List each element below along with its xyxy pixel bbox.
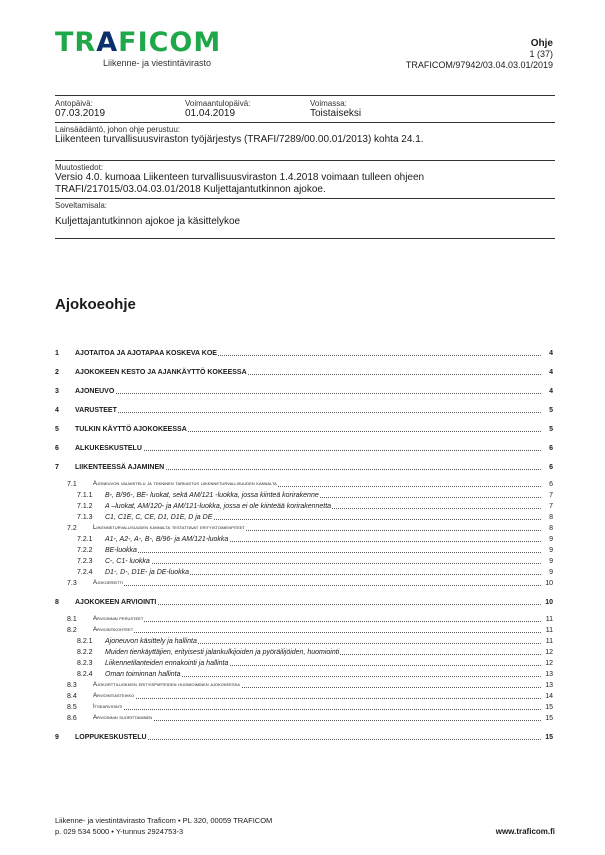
divider [55, 198, 555, 199]
voimassa-label: Voimassa: [310, 99, 347, 108]
toc-entry-number: 8.3 [67, 682, 77, 689]
muutostiedot-line-1: Versio 4.0. kumoaa Liikenteen turvallisuusviraston 1.4.2018 voimaan tulleen ohjeen [55, 172, 425, 183]
toc-entry-page: 6 [549, 481, 553, 488]
toc-entry-page: 4 [549, 350, 553, 357]
toc-entry-number: 2 [55, 369, 59, 376]
muutostiedot-label: Muutostiedot: [55, 163, 104, 172]
traficom-logo [55, 28, 235, 68]
toc-entry-label: A1-, A2-, A-, B-, B/96- ja AM/121-luokka [105, 536, 229, 543]
toc-entry-page: 10 [545, 580, 553, 587]
toc-entry[interactable] [55, 545, 553, 556]
toc-entry-label: Oman toiminnan hallinta [105, 671, 181, 678]
page-title: Ajokoeohje [55, 296, 136, 313]
toc-entry-label: A –luokat, AM/120- ja AM/121-luokka, jossa ei ole kiinteää korirakennetta [105, 503, 332, 510]
toc-entry-number: 7.1.2 [77, 503, 93, 510]
lainsaadanto-value: Liikenteen turvallisuusviraston työjärjestys (TRAFI/7289/00.00.01/2013) kohta 24.1. [55, 134, 424, 145]
toc-leader-dots [85, 393, 541, 394]
toc-entry-page: 4 [549, 369, 553, 376]
toc-entry-page: 13 [545, 682, 553, 689]
toc-entry-label: ALKUKESKUSTELU [75, 445, 142, 452]
antopaiva-value: 07.03.2019 [55, 108, 106, 119]
toc-entry-number: 8.2 [67, 627, 77, 634]
toc-leader-dots [103, 709, 541, 710]
toc-entry-label: Arvioinnin suorittaminen [93, 713, 153, 724]
toc-entry-number: 3 [55, 388, 59, 395]
toc-entry[interactable] [55, 578, 553, 589]
toc-entry-number: 7.2.2 [77, 547, 93, 554]
divider [55, 95, 555, 96]
toc-entry-label: Itsearviointi [93, 702, 123, 713]
divider [55, 122, 555, 123]
logo-subtitle: Liikenne- ja viestintävirasto [103, 58, 212, 68]
toc-entry-number: 7 [55, 464, 59, 471]
toc-entry-page: 9 [549, 547, 553, 554]
toc-entry-page: 13 [545, 671, 553, 678]
toc-entry-number: 7.2.3 [77, 558, 93, 565]
toc-entry-number: 6 [55, 445, 59, 452]
toc-leader-dots [103, 720, 541, 721]
toc-entry-label: Muiden tienkäyttäjien, erityisesti jalankulkijoiden ja pyöräilijöiden, huomiointi [105, 649, 340, 656]
toc-leader-dots [85, 412, 541, 413]
toc-entry[interactable] [55, 702, 553, 713]
toc-entry-page: 5 [549, 426, 553, 433]
toc-entry-number: 9 [55, 734, 59, 741]
toc-entry-number: 8.2.3 [77, 660, 93, 667]
toc-entry[interactable] [55, 534, 553, 545]
toc-entry-page: 8 [549, 525, 553, 532]
toc-entry[interactable] [55, 713, 553, 724]
toc-entry[interactable] [55, 424, 553, 435]
toc-entry-number: 7.1.1 [77, 492, 93, 499]
table-of-contents [55, 348, 553, 743]
divider [55, 160, 555, 161]
toc-entry[interactable] [55, 625, 553, 636]
toc-leader-dots [103, 621, 541, 622]
toc-entry-page: 11 [545, 616, 553, 623]
footer-address: Liikenne- ja viestintävirasto Traficom • PL 320, 00059 TRAFICOM [55, 816, 273, 825]
toc-entry-label: LOPPUKESKUSTELU [75, 734, 147, 741]
toc-entry-page: 9 [549, 558, 553, 565]
toc-entry[interactable] [55, 567, 553, 578]
toc-entry-label: B-, B/96-, BE- luokat, sekä AM/121 -luokka, jossa kiinteä korirakenne [105, 492, 319, 499]
toc-entry[interactable] [55, 597, 553, 608]
toc-entry-label: AJOTAITOA JA AJOTAPAA KOSKEVA KOE [75, 350, 217, 357]
toc-entry-page: 7 [549, 492, 553, 499]
muutostiedot-line-2: TRAFI/217015/03.04.03.01/2018 Kuljettajantutkinnon ajokoe. [55, 184, 326, 195]
toc-entry[interactable] [55, 462, 553, 473]
toc-entry-label: Ajokorttiluokkien erityispiirteiden huomioiminen ajokokeessa [93, 680, 241, 691]
toc-entry[interactable] [55, 512, 553, 523]
toc-leader-dots [115, 552, 541, 553]
toc-entry-label: LIIKENTEESSÄ AJAMINEN [75, 464, 165, 471]
toc-entry-page: 5 [549, 407, 553, 414]
toc-entry-number: 4 [55, 407, 59, 414]
toc-entry[interactable] [55, 367, 553, 378]
toc-entry-label: Arviointiasteikko [93, 691, 135, 702]
voimassa-value: Toistaiseksi [310, 108, 362, 119]
toc-entry[interactable] [55, 490, 553, 501]
toc-entry-page: 9 [549, 569, 553, 576]
toc-entry-page: 6 [549, 464, 553, 471]
voimaantulo-label: Voimaantulopäivä: [185, 99, 251, 108]
toc-entry-page: 6 [549, 445, 553, 452]
toc-leader-dots [103, 698, 541, 699]
toc-entry-number: 8.5 [67, 704, 77, 711]
toc-entry[interactable] [55, 479, 553, 490]
toc-entry-page: 12 [545, 660, 553, 667]
toc-entry[interactable] [55, 523, 553, 534]
toc-entry-number: 8.2.1 [77, 638, 93, 645]
toc-entry-page: 11 [545, 627, 553, 634]
toc-entry-label: C1, C1E, C, CE, D1, D1E, D ja DE [105, 514, 213, 521]
toc-entry[interactable] [55, 443, 553, 454]
toc-entry-page: 14 [545, 693, 553, 700]
toc-entry-label: C-, C1- luokka [105, 558, 150, 565]
logo-wordmark: TRAFICOM [55, 27, 222, 58]
toc-entry-label: Ajokoereitti [93, 578, 124, 589]
toc-entry-label: BE-luokka [105, 547, 137, 554]
toc-entry[interactable] [55, 501, 553, 512]
toc-entry[interactable] [55, 405, 553, 416]
toc-entry-number: 7.2 [67, 525, 77, 532]
toc-entry-page: 4 [549, 388, 553, 395]
document-number: TRAFICOM/97942/03.04.03.01/2019 [405, 60, 553, 70]
document-metadata [55, 95, 555, 239]
divider [55, 238, 555, 239]
soveltamisala-value: Kuljettajantutkinnon ajokoe ja käsittelykoe [55, 216, 241, 227]
footer-contact: p. 029 534 5000 • Y-tunnus 2924753-3 [55, 827, 184, 836]
toc-entry-page: 9 [549, 536, 553, 543]
toc-entry-label: AJOKOKEEN KESTO JA AJANKÄYTTÖ KOKEESSA [75, 369, 247, 376]
toc-entry-number: 8.2.4 [77, 671, 93, 678]
toc-entry[interactable] [55, 658, 553, 669]
toc-entry-label: Ajoneuvon käsittely ja hallinta [105, 638, 197, 645]
toc-entry-number: 1 [55, 350, 59, 357]
lainsaadanto-label: Lainsäädäntö, johon ohje perustuu: [55, 125, 180, 134]
toc-entry[interactable] [55, 691, 553, 702]
toc-entry-page: 7 [549, 503, 553, 510]
toc-leader-dots [85, 450, 541, 451]
toc-entry-label: Liikenneturvallisuuden kannalta testattavat erityistoimenpiteet [93, 523, 246, 534]
toc-entry-label: Liikennetilanteiden ennakointi ja hallinta [105, 660, 229, 667]
voimaantulo-value: 01.04.2019 [185, 108, 236, 119]
toc-leader-dots [85, 739, 541, 740]
antopaiva-label: Antopäivä: [55, 99, 93, 108]
toc-entry-page: 12 [545, 649, 553, 656]
toc-entry[interactable] [55, 669, 553, 680]
page-footer [55, 815, 555, 837]
toc-entry-page: 8 [549, 514, 553, 521]
toc-entry-page: 11 [545, 638, 553, 645]
toc-entry[interactable] [55, 386, 553, 397]
toc-entry-page: 10 [545, 599, 553, 606]
toc-entry[interactable] [55, 680, 553, 691]
toc-entry[interactable] [55, 732, 553, 743]
toc-entry-number: 7.1.3 [77, 514, 93, 521]
toc-entry-number: 8.2.2 [77, 649, 93, 656]
toc-leader-dots [103, 632, 541, 633]
toc-entry-label: D1-, D-, D1E- ja DE-luokka [105, 569, 190, 576]
toc-entry[interactable] [55, 348, 553, 359]
toc-entry-number: 8.6 [67, 715, 77, 722]
toc-entry-label: AJOKOKEEN ARVIOINTI [75, 599, 157, 606]
toc-entry-number: 7.3 [67, 580, 77, 587]
page-info: 1 (37) [529, 49, 553, 59]
toc-leader-dots [115, 563, 541, 564]
soveltamisala-label: Soveltamisala: [55, 201, 108, 210]
toc-entry-label: VARUSTEET [75, 407, 117, 414]
toc-entry-label: Ajoneuvon valmistelu ja tekninen tarkastus liikenneturvallisuuden kannalta [93, 479, 278, 490]
toc-entry[interactable] [55, 614, 553, 625]
toc-entry-label: Arviointikohteet [93, 625, 134, 636]
document-header-info [406, 38, 553, 71]
document-type: Ohje [530, 38, 553, 49]
toc-entry-number: 7.1 [67, 481, 77, 488]
toc-entry-label: AJONEUVO [75, 388, 115, 395]
footer-url[interactable]: www.traficom.fi [495, 827, 555, 836]
toc-leader-dots [103, 585, 541, 586]
toc-entry-number: 8 [55, 599, 59, 606]
toc-entry[interactable] [55, 647, 553, 658]
toc-entry-number: 7.2.1 [77, 536, 93, 543]
toc-entry-number: 8.1 [67, 616, 77, 623]
dates-row [55, 99, 555, 119]
toc-entry-page: 15 [545, 715, 553, 722]
toc-entry-page: 15 [545, 704, 553, 711]
toc-entry-label: TULKIN KÄYTTÖ AJOKOKEESSA [75, 426, 187, 433]
toc-entry-number: 5 [55, 426, 59, 433]
toc-entry-number: 8.4 [67, 693, 77, 700]
toc-entry[interactable] [55, 556, 553, 567]
toc-entry[interactable] [55, 636, 553, 647]
toc-entry-number: 7.2.4 [77, 569, 93, 576]
toc-entry-page: 15 [545, 734, 553, 741]
toc-entry-label: Arvioinnin perusteet [93, 614, 144, 625]
